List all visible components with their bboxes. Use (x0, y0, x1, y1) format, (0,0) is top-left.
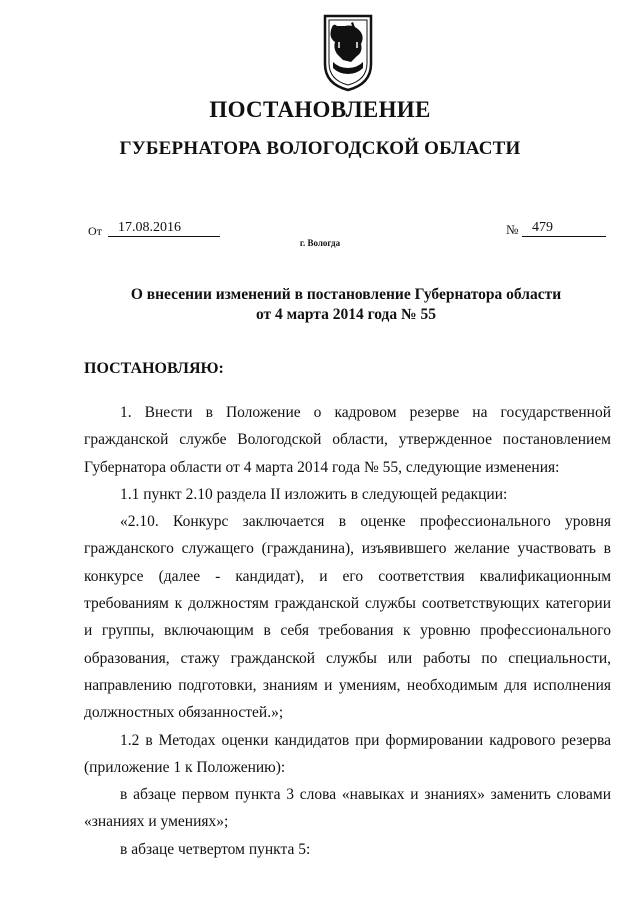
document-date: 17.08.2016 (108, 219, 220, 237)
paragraph-6: в абзаце четвертом пункта 5: (120, 840, 311, 858)
coat-of-arms-icon (323, 12, 373, 92)
paragraph-5: в абзаце первом пункта 3 слова «навыках и знаниях» заменить словами «знаниях и умениях»; (84, 786, 611, 831)
paragraph-3: «2.10. Конкурс заключается в оценке профессионального уровня гражданского служащего (гражданина), изъявившего желание участвовать в конкурсе (далее - кандидат), и его соответствия квалификационным требованиям к должностям гражданской службы соответствующих категории и группы, включающим в себя требования к уровню профессионального образования, стажу гражданской службы или работы по специальности, направлению подготовки, знаниям и умениям, необходимым для исполнения должностных обязанностей.»; (84, 513, 611, 722)
document-body (84, 399, 611, 863)
document-issuer: ГУБЕРНАТОРА ВОЛОГОДСКОЙ ОБЛАСТИ (119, 138, 521, 159)
decree-label: ПОСТАНОВЛЯЮ: (84, 360, 224, 377)
paragraph-2: 1.1 пункт 2.10 раздела II изложить в следующей редакции: (120, 485, 508, 503)
paragraph-1: 1. Внести в Положение о кадровом резерве на государственной гражданской службе Вологодской области, утвержденное постановлением Губернатора области от 4 марта 2014 года № 55, следующие изменения: (84, 404, 611, 476)
paragraph-4: 1.2 в Методах оценки кандидатов при формировании кадрового резерва (приложение 1 к Положению): (84, 731, 611, 776)
date-prefix: От (88, 224, 102, 238)
number-prefix: № (506, 222, 519, 237)
document-subject (0, 285, 640, 325)
subject-line-1: О внесении изменений в постановление Губернатора области (130, 286, 562, 303)
document-number: 479 (522, 219, 606, 237)
subject-line-2: от 4 марта 2014 года № 55 (256, 306, 436, 323)
document-title: ПОСТАНОВЛЕНИЕ (209, 97, 431, 122)
city-label: г. Вологда (299, 238, 341, 248)
